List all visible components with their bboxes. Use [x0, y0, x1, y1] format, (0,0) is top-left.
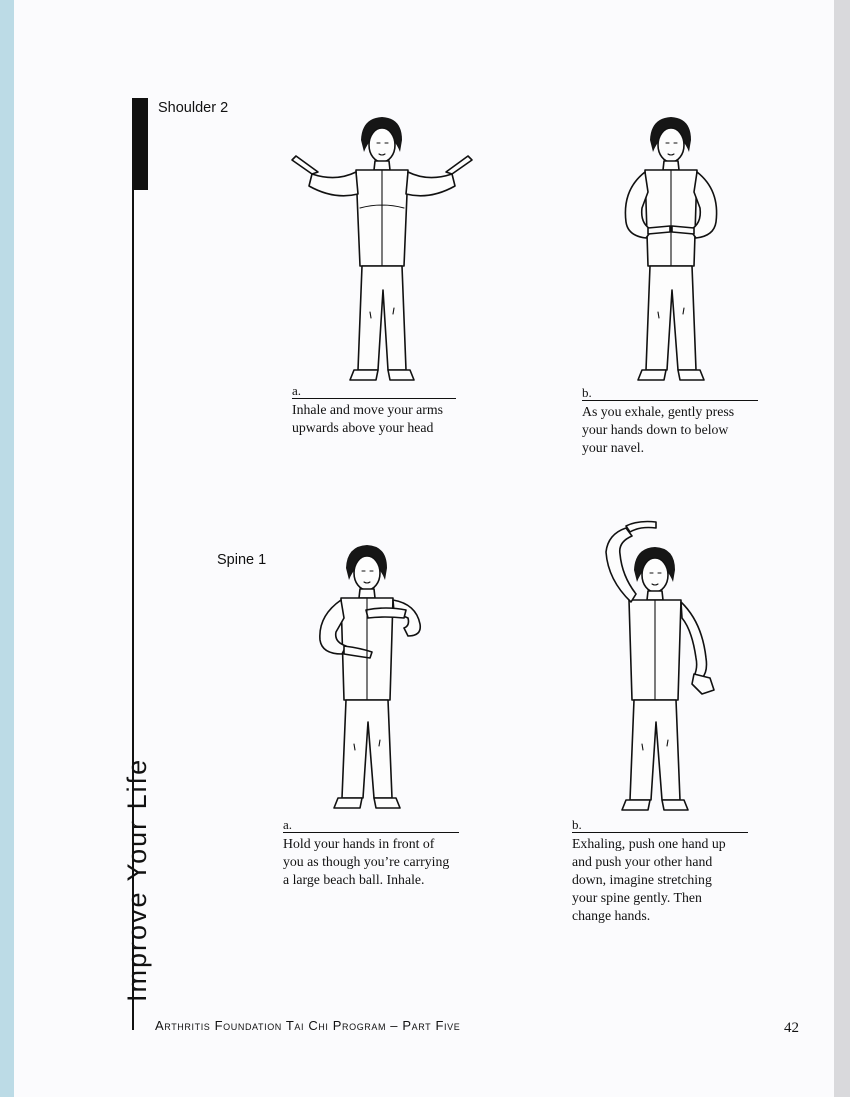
- step-letter: a.: [292, 383, 302, 398]
- step-text-line: down, imagine stretching: [572, 872, 712, 887]
- step-text-line: upwards above your head: [292, 420, 434, 435]
- page-edge-right: [834, 0, 850, 1097]
- step-letter: b.: [582, 385, 592, 400]
- figure-spine-1-b: [598, 518, 728, 814]
- step-shoulder-2-b: [582, 386, 758, 457]
- caption-rule: [582, 400, 758, 401]
- step-text-line: Hold your hands in front of: [283, 836, 435, 851]
- section-title-spine-1: Spine 1: [217, 552, 267, 568]
- page-edge-left: [0, 0, 14, 1097]
- step-letter: a.: [283, 817, 293, 832]
- step-text-line: your spine gently. Then: [572, 890, 702, 905]
- figure-shoulder-2-a: [284, 112, 484, 386]
- step-spine-1-b: [572, 818, 748, 925]
- step-text-line: a large beach ball. Inhale.: [283, 872, 425, 887]
- caption-rule: [283, 832, 459, 833]
- caption-rule: [292, 398, 456, 399]
- step-text-line: and push your other hand: [572, 854, 713, 869]
- caption-rule: [572, 832, 748, 833]
- step-text-line: your hands down to below: [582, 422, 729, 437]
- step-text-line: change hands.: [572, 908, 651, 923]
- running-footer: [155, 1018, 460, 1033]
- step-text-line: As you exhale, gently press: [582, 404, 735, 419]
- step-shoulder-2-a: [292, 384, 456, 437]
- footer-text: Arthritis Foundation Tai Chi Program – Part Five: [155, 1018, 461, 1033]
- figure-spine-1-a: [310, 540, 428, 814]
- step-text-line: Inhale and move your arms: [292, 402, 443, 417]
- step-text-line: your navel.: [582, 440, 645, 455]
- step-letter: b.: [572, 817, 582, 832]
- section-title-shoulder-2: Shoulder 2: [158, 100, 229, 116]
- step-text-line: Exhaling, push one hand up: [572, 836, 726, 851]
- page-number: 42: [784, 1020, 799, 1036]
- side-title: Improve Your Life: [122, 757, 152, 1002]
- margin-rule-tab: [132, 98, 148, 190]
- step-spine-1-a: [283, 818, 459, 889]
- step-text-line: you as though you’re carrying: [283, 854, 450, 869]
- figure-shoulder-2-b: [612, 112, 732, 386]
